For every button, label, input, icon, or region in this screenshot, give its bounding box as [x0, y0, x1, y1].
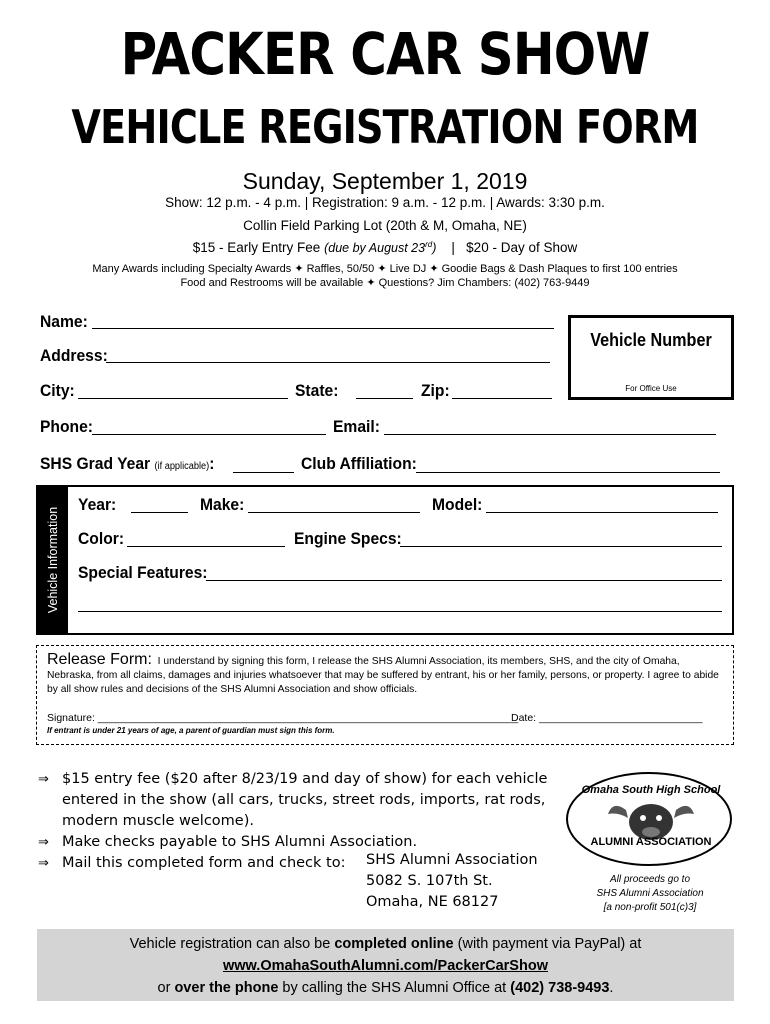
footer-text: (with payment via PayPal) at [453, 936, 642, 952]
vehicle-number-note: For Office Use [625, 384, 677, 393]
features-line[interactable] [206, 580, 722, 581]
state-line[interactable] [356, 398, 413, 399]
phone-label: Phone: [40, 417, 94, 436]
registration-link[interactable]: www.OmahaSouthAlumni.com/PackerCarShow [223, 958, 548, 974]
proceeds-line3: [a non-profit 501(c)3] [603, 902, 697, 913]
color-line[interactable] [127, 546, 285, 547]
zip-label: Zip: [421, 381, 450, 400]
state-label: State: [295, 381, 339, 400]
location-name: Collin Field Parking Lot [243, 218, 382, 233]
year-label: Year: [78, 495, 117, 514]
vehicle-number-title: Vehicle Number [590, 330, 712, 350]
release-form-box [36, 645, 734, 745]
event-location [0, 218, 770, 233]
footer-text: Vehicle registration can also be [129, 936, 335, 952]
footer-phone-label: over the phone [174, 980, 279, 996]
make-label: Make: [200, 495, 245, 514]
footer-text: or [157, 980, 175, 996]
email-label: Email: [333, 417, 380, 436]
proceeds-line1: All proceeds go to [609, 874, 691, 885]
club-line[interactable] [416, 472, 720, 473]
event-date: Sunday, September 1, 2019 [242, 168, 528, 194]
footer-line1 [37, 933, 734, 955]
instruction-mail-text: Mail this completed form and check to: [62, 855, 346, 871]
fee-early: $15 - Early Entry Fee [192, 240, 321, 256]
arrow-icon: ⇒ [38, 772, 49, 787]
features-label: Special Features: [78, 563, 208, 582]
proceeds-note [580, 873, 720, 915]
logo-top-text: Omaha South High School [581, 784, 721, 796]
vehicle-info-box [36, 485, 734, 635]
alumni-logo [566, 772, 732, 866]
grad-year-text: SHS Grad Year [40, 454, 151, 473]
engine-line[interactable] [400, 546, 722, 547]
proceeds-line2: SHS Alumni Association [596, 888, 704, 899]
footer-line3 [37, 977, 734, 999]
grad-year-line[interactable] [233, 472, 294, 473]
fee-early-close: ) [432, 241, 437, 256]
vehicle-info-label: Vehicle Information [46, 506, 60, 614]
grad-year-label [40, 454, 214, 474]
arrow-icon: ⇒ [38, 835, 49, 850]
fee-early-sup: rd [425, 240, 433, 249]
footer-phone-number[interactable]: (402) 738-9493 [510, 980, 610, 996]
footer-text: . [609, 980, 614, 996]
grad-year-note: (if applicable) [154, 461, 210, 472]
food-line: Food and Restrooms will be available ✦ Questions? Jim Chambers: (402) 763-9449 [180, 277, 590, 289]
instruction-fee [38, 769, 558, 832]
release-text [47, 653, 727, 697]
awards-line: Many Awards including Specialty Awards ✦ Raffles, 50/50 ✦ Live DJ ✦ Goodie Bags & Dash Plaques to first 100 entries [92, 263, 678, 275]
instruction-fee-text: $15 entry fee ($20 after 8/23/19 and day of show) for each vehicle entered in the show (all cars, trucks, street rods, imports, rat rods, modern muscle welcome). [62, 771, 548, 829]
date-field[interactable]: Date: ____________________________ [511, 712, 703, 724]
name-line[interactable] [92, 328, 554, 329]
name-label: Name: [40, 312, 88, 331]
grad-year-colon: : [209, 454, 215, 473]
event-times: Show: 12 p.m. - 4 p.m. | Registration: 9 a.m. - 12 p.m. | Awards: 3:30 p.m. [165, 195, 605, 210]
mail-address-line3: Omaha, NE 68127 [366, 894, 499, 910]
address-label: Address: [40, 346, 108, 365]
model-line[interactable] [486, 512, 718, 513]
city-label: City: [40, 381, 75, 400]
mail-address-line1: SHS Alumni Association [366, 852, 538, 868]
model-label: Model: [432, 495, 483, 514]
release-body: I understand by signing this form, I release the SHS Alumni Association, its members, SHS, and the city of Omaha, Nebraska, from all claims, damages and injuries whatsoever that may be suffered by entrant, his or her family, persons, or property. I agree to abide by all show rules and decisions of the SHS Alumni Association and show officials. [47, 656, 719, 695]
instruction-checks [38, 832, 558, 853]
arrow-icon: ⇒ [38, 856, 49, 871]
event-fees [0, 240, 770, 255]
fee-day: $20 - Day of Show [466, 240, 578, 256]
vehicle-info-sidebar [38, 487, 68, 633]
online-registration-footer [37, 929, 734, 1001]
release-title: Release Form: [47, 651, 152, 668]
engine-label: Engine Specs: [294, 529, 402, 548]
logo-bottom-text: ALUMNI ASSOCIATION [590, 836, 712, 848]
footer-line2 [37, 955, 734, 977]
features-line-2[interactable] [78, 611, 722, 612]
footer-online: completed online [334, 936, 454, 952]
zip-line[interactable] [452, 398, 552, 399]
phone-line[interactable] [92, 434, 326, 435]
page-title: PACKER CAR SHOW [120, 20, 650, 88]
year-line[interactable] [131, 512, 188, 513]
signature-field[interactable]: Signature: ________________________________________________________________________ [47, 712, 519, 724]
fee-separator: | [451, 240, 455, 256]
city-line[interactable] [78, 398, 288, 399]
color-label: Color: [78, 529, 125, 548]
fee-early-note: (due by August 23 [324, 241, 426, 256]
mail-address-line2: 5082 S. 107th St. [366, 873, 493, 889]
page-subtitle: VEHICLE REGISTRATION FORM [71, 100, 699, 154]
email-line[interactable] [384, 434, 716, 435]
instruction-checks-text: Make checks payable to SHS Alumni Association. [62, 834, 418, 850]
club-label: Club Affiliation: [301, 454, 417, 473]
make-line[interactable] [248, 512, 420, 513]
guardian-note: If entrant is under 21 years of age, a parent of guardian must sign this form. [47, 726, 335, 735]
address-line[interactable] [106, 362, 550, 363]
location-detail: (20th & M, Omaha, NE) [385, 218, 527, 233]
footer-text: by calling the SHS Alumni Office at [278, 980, 511, 996]
vehicle-number-box [568, 315, 734, 400]
